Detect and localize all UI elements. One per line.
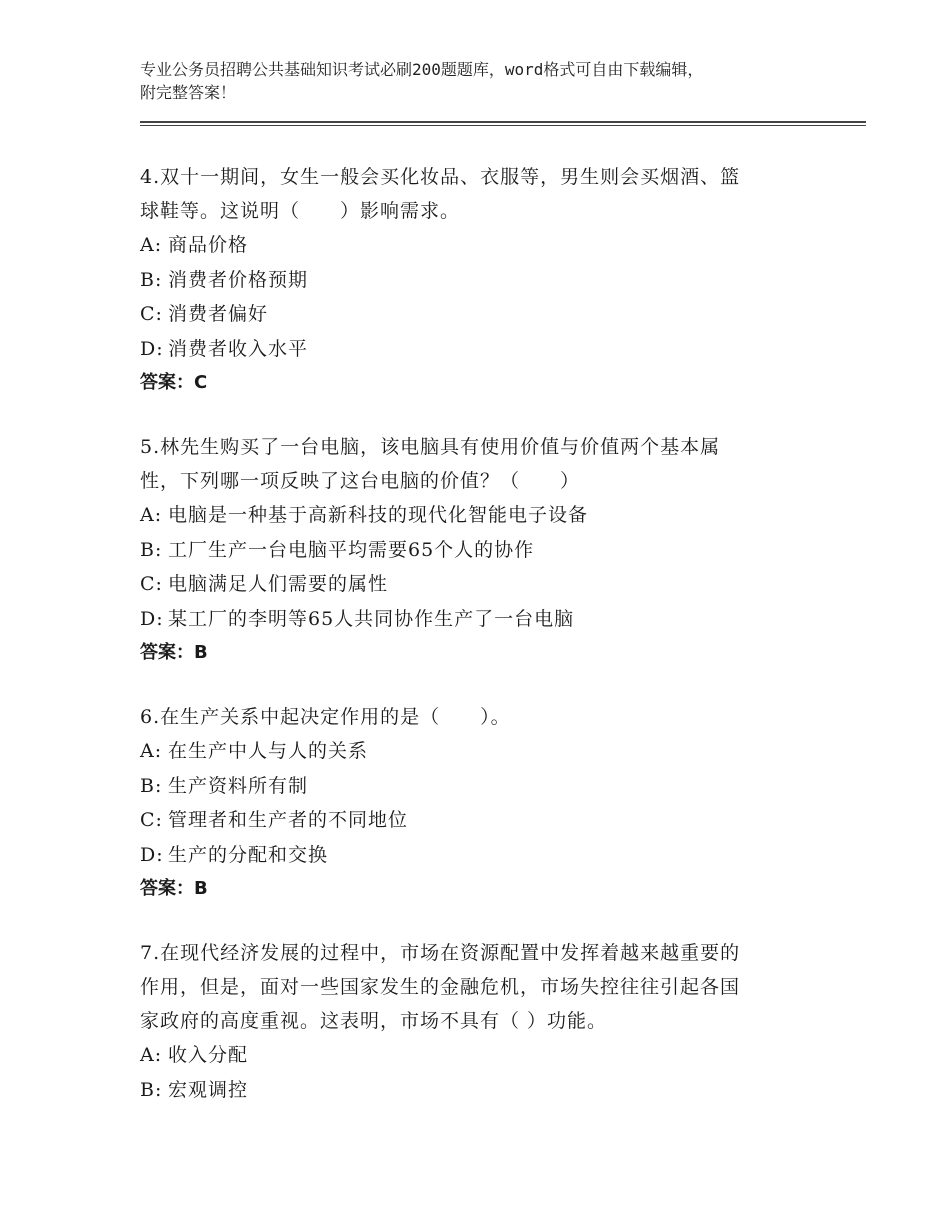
option-letter: B: [140,538,163,561]
option-a [140,1038,800,1073]
header-line-2: 附完整答案！ [140,83,237,102]
header-divider-thin [140,125,866,126]
option-b [140,533,800,568]
option-c [140,297,800,332]
answer-line [140,366,800,400]
option-letter: D: [140,607,164,630]
option-text: 电脑满足人们需要的属性 [168,573,389,595]
option-a [140,734,800,769]
question-6 [140,700,800,906]
stem-line: 球鞋等。这说明（ ）影响需求。 [140,200,461,222]
answer-label: 答案： [140,642,194,663]
header-line-1: 专业公务员招聘公共基础知识考试必刷200题题库，word格式可自由下载编辑， [140,60,704,79]
option-text: 某工厂的李明等65人共同协作生产了一台电脑 [168,607,575,630]
option-letter: C: [140,809,163,831]
option-letter: A: [140,504,163,526]
option-d [140,838,800,873]
option-b [140,769,800,804]
answer-label: 答案： [140,878,194,899]
question-7 [140,936,800,1107]
option-text: 收入分配 [168,1044,249,1066]
answer-value: B [194,878,208,899]
option-letter: D: [140,337,164,360]
header-divider-thick [140,121,866,123]
option-text: 消费者偏好 [168,303,269,325]
option-letter: B: [140,1078,163,1101]
option-b [140,1073,800,1108]
stem-line: 6.在生产关系中起决定作用的是（ ）。 [140,706,511,728]
option-letter: A: [140,1044,163,1066]
option-a [140,228,800,263]
option-letter: B: [140,774,163,797]
option-text: 消费者价格预期 [168,268,309,291]
option-letter: C: [140,303,163,325]
option-c [140,567,800,602]
stem-line: 4.双十一期间，女生一般会买化妆品、衣服等，男生则会买烟酒、篮 [140,166,741,188]
option-letter: D: [140,843,164,866]
answer-value: B [194,642,208,663]
option-text: 工厂生产一台电脑平均需要65个人的协作 [168,538,535,561]
stem-line: 5.林先生购买了一台电脑，该电脑具有使用价值与价值两个基本属 [140,436,721,458]
answer-label: 答案： [140,372,194,393]
option-text: 电脑是一种基于高新科技的现代化智能电子设备 [168,504,589,526]
option-text: 宏观调控 [168,1078,249,1101]
question-list [140,160,800,1137]
answer-line [140,872,800,906]
option-d [140,332,800,367]
stem-line: 性，下列哪一项反映了这台电脑的价值？（ ） [140,470,581,492]
stem-line: 作用，但是，面对一些国家发生的金融危机，市场失控往往引起各国 [140,976,741,998]
answer-line [140,636,800,670]
question-5 [140,430,800,670]
option-a [140,498,800,533]
question-stem [140,936,800,1038]
option-letter: C: [140,573,163,595]
option-text: 消费者收入水平 [168,337,309,360]
question-4 [140,160,800,400]
option-letter: B: [140,268,163,291]
option-b [140,263,800,298]
document-header [140,58,840,104]
option-text: 生产资料所有制 [168,774,309,797]
option-d [140,602,800,637]
option-letter: A: [140,740,163,762]
stem-line: 家政府的高度重视。这表明，市场不具有（ ）功能。 [140,1010,608,1032]
option-text: 管理者和生产者的不同地位 [168,809,409,831]
stem-line: 7.在现代经济发展的过程中，市场在资源配置中发挥着越来越重要的 [140,942,741,964]
option-text: 商品价格 [168,234,249,256]
option-c [140,803,800,838]
option-letter: A: [140,234,163,256]
answer-value: C [194,372,208,393]
question-stem [140,430,800,498]
question-stem [140,700,800,734]
option-text: 在生产中人与人的关系 [168,740,369,762]
question-stem [140,160,800,228]
option-text: 生产的分配和交换 [168,843,329,866]
